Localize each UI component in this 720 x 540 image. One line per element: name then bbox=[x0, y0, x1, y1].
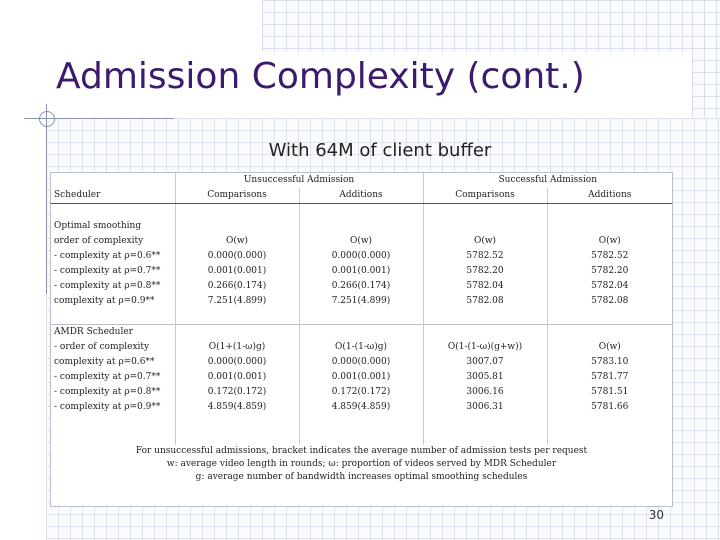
table-row bbox=[51, 294, 672, 309]
table-cell: 5783.10 bbox=[547, 355, 672, 370]
table-cell bbox=[299, 219, 423, 234]
column-header-row bbox=[51, 188, 672, 204]
row-label-cell bbox=[51, 430, 175, 445]
table-cell bbox=[299, 415, 423, 430]
table-cell bbox=[299, 325, 423, 341]
table-cell: 5782.04 bbox=[547, 279, 672, 294]
table-cell: 0.000(0.000) bbox=[299, 249, 423, 264]
table-cell bbox=[175, 219, 299, 234]
row-label-cell bbox=[51, 415, 175, 430]
table-cell bbox=[299, 204, 423, 220]
table-row bbox=[51, 234, 672, 249]
table-row bbox=[51, 279, 672, 294]
table-cell: O(w) bbox=[547, 340, 672, 355]
table-cell: 0.172(0.172) bbox=[299, 385, 423, 400]
column-header: Comparisons bbox=[175, 188, 299, 204]
results-table-container bbox=[50, 172, 673, 507]
row-label-cell: - complexity at ρ=0.8** bbox=[54, 387, 161, 397]
table-row bbox=[51, 400, 672, 415]
table-cell bbox=[175, 325, 299, 341]
table-cell: 3005.81 bbox=[423, 370, 547, 385]
table-notes bbox=[51, 445, 672, 484]
slide-subtitle: With 64M of client buffer bbox=[268, 140, 492, 161]
table-row bbox=[51, 370, 672, 385]
table-cell: 5782.52 bbox=[547, 249, 672, 264]
table-cell: 0.266(0.174) bbox=[175, 279, 299, 294]
row-label-cell: order of complexity bbox=[54, 236, 144, 246]
table-cell: O(w) bbox=[175, 234, 299, 249]
slide-title: Admission Complexity (cont.) bbox=[56, 56, 585, 97]
table-cell: 0.001(0.001) bbox=[175, 264, 299, 279]
table-cell: O(w) bbox=[423, 234, 547, 249]
table-cell bbox=[423, 219, 547, 234]
table-cell: 0.001(0.001) bbox=[299, 370, 423, 385]
table-cell bbox=[547, 204, 672, 220]
row-label-cell: - complexity at ρ=0.8** bbox=[54, 281, 161, 291]
table-row bbox=[51, 325, 672, 341]
table-cell: 0.001(0.001) bbox=[299, 264, 423, 279]
table-cell: 5782.52 bbox=[423, 249, 547, 264]
table-row bbox=[51, 355, 672, 370]
table-row bbox=[51, 219, 672, 234]
table-body bbox=[51, 204, 672, 446]
table-cell: 5782.04 bbox=[423, 279, 547, 294]
column-header: Additions bbox=[547, 188, 672, 204]
table-cell: O(1-(1-ω)(g+w)) bbox=[423, 340, 547, 355]
table-cell: 5781.66 bbox=[547, 400, 672, 415]
table-row bbox=[51, 340, 672, 355]
table-note: w: average video length in rounds; ω: proportion of videos served by MDR Scheduler bbox=[166, 459, 557, 469]
table-cell: O(1+(1-ω)g) bbox=[175, 340, 299, 355]
table-cell bbox=[175, 309, 299, 325]
row-label-cell bbox=[51, 309, 175, 325]
table-cell: 5782.20 bbox=[423, 264, 547, 279]
table-cell: 3007.07 bbox=[423, 355, 547, 370]
row-label-cell: AMDR Scheduler bbox=[51, 325, 175, 341]
table-cell: O(w) bbox=[299, 234, 423, 249]
table-cell bbox=[547, 309, 672, 325]
table-cell bbox=[299, 309, 423, 325]
table-cell bbox=[299, 430, 423, 445]
row-label-cell: complexity at ρ=0.9** bbox=[54, 296, 155, 306]
row-label-cell bbox=[51, 204, 175, 220]
row-label-cell: Optimal smoothing bbox=[54, 221, 142, 231]
table-cell bbox=[175, 204, 299, 220]
row-label-cell: - order of complexity bbox=[54, 342, 150, 352]
group-header-unsuccessful: Unsuccessful Admission bbox=[175, 173, 423, 188]
row-label-cell: - complexity at ρ=0.7** bbox=[54, 266, 161, 276]
decor-vertical-line bbox=[46, 104, 47, 294]
table-cell bbox=[547, 219, 672, 234]
table-cell: 4.859(4.859) bbox=[299, 400, 423, 415]
results-table bbox=[51, 173, 672, 484]
table-cell: 4.859(4.859) bbox=[175, 400, 299, 415]
table-cell bbox=[423, 430, 547, 445]
group-header-blank bbox=[51, 173, 175, 188]
table-cell: 3006.16 bbox=[423, 385, 547, 400]
table-row bbox=[51, 385, 672, 400]
table-cell: 5782.08 bbox=[423, 294, 547, 309]
table-cell: 5782.08 bbox=[547, 294, 672, 309]
table-cell bbox=[547, 325, 672, 341]
table-row bbox=[51, 264, 672, 279]
column-header: Scheduler bbox=[51, 188, 175, 204]
table-cell bbox=[423, 325, 547, 341]
table-cell bbox=[175, 415, 299, 430]
table-cell: 5782.20 bbox=[547, 264, 672, 279]
table-row bbox=[51, 430, 672, 445]
row-label-cell: - complexity at ρ=0.7** bbox=[54, 372, 161, 382]
table-row bbox=[51, 415, 672, 430]
row-label-cell: - complexity at ρ=0.9** bbox=[54, 402, 161, 412]
table-row bbox=[51, 309, 672, 325]
note-row bbox=[51, 458, 672, 471]
decor-circle-icon bbox=[39, 111, 55, 127]
graph-paper-top bbox=[262, 0, 720, 52]
table-cell bbox=[423, 204, 547, 220]
table-note: For unsuccessful admissions, bracket indicates the average number of admission tests per request bbox=[135, 446, 588, 456]
table-row bbox=[51, 249, 672, 264]
table-note: g: average number of bandwidth increases optimal smoothing schedules bbox=[195, 472, 528, 482]
group-header-successful: Successful Admission bbox=[423, 173, 672, 188]
table-cell: 0.000(0.000) bbox=[299, 355, 423, 370]
note-row bbox=[51, 471, 672, 484]
table-cell: O(w) bbox=[547, 234, 672, 249]
table-cell bbox=[547, 415, 672, 430]
table-cell: 7.251(4.899) bbox=[299, 294, 423, 309]
column-header: Additions bbox=[299, 188, 423, 204]
table-cell: 0.001(0.001) bbox=[175, 370, 299, 385]
row-label-cell: complexity at ρ=0.6** bbox=[54, 357, 155, 367]
table-cell: 3006.31 bbox=[423, 400, 547, 415]
table-cell: 0.000(0.000) bbox=[175, 249, 299, 264]
table-cell: 5781.77 bbox=[547, 370, 672, 385]
table-cell bbox=[423, 415, 547, 430]
note-row bbox=[51, 445, 672, 458]
table-cell: O(1-(1-ω)g) bbox=[299, 340, 423, 355]
table-cell bbox=[423, 309, 547, 325]
table-cell: 0.172(0.172) bbox=[175, 385, 299, 400]
table-cell: 0.000(0.000) bbox=[175, 355, 299, 370]
table-cell bbox=[175, 430, 299, 445]
row-label-cell: - complexity at ρ=0.6** bbox=[54, 251, 161, 261]
table-cell bbox=[547, 430, 672, 445]
table-cell: 5781.51 bbox=[547, 385, 672, 400]
column-header: Comparisons bbox=[423, 188, 547, 204]
table-row bbox=[51, 204, 672, 220]
group-header-row bbox=[51, 173, 672, 188]
table-cell: 0.266(0.174) bbox=[299, 279, 423, 294]
table-cell: 7.251(4.899) bbox=[175, 294, 299, 309]
page-number: 30 bbox=[648, 508, 664, 522]
